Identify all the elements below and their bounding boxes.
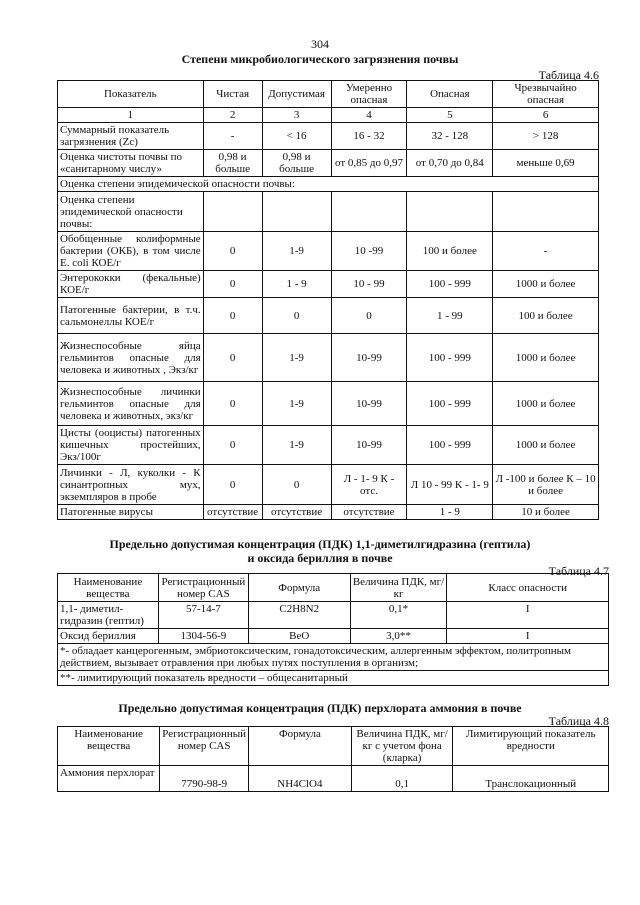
table-row — [58, 298, 599, 334]
section-label: Оценка степени эпидемической опасности почвы: — [58, 177, 599, 192]
table-4-7 — [57, 573, 609, 686]
table-cell: 16 - 32 — [331, 123, 407, 150]
page-number: 304 — [311, 37, 329, 51]
table-cell — [407, 192, 493, 232]
table-4-6 — [57, 80, 599, 520]
row-label: Жизнеспособные личинки гельминтов опасные для человека и животных, экз/кг — [58, 382, 204, 426]
table-4-8-number: Таблица 4.8 — [548, 714, 609, 728]
table-cell: 57-14-7 — [158, 602, 248, 629]
table-cell: 0,1 — [351, 766, 453, 792]
table-cell: 1000 и более — [493, 271, 599, 298]
table-row — [58, 766, 609, 792]
header-cell: Допустимая — [262, 81, 331, 108]
table-4-7-title-line2: и оксида бериллия в почве — [247, 551, 393, 565]
header-cell: Формула — [248, 574, 350, 602]
table-cell: 0,98 и больше — [262, 150, 331, 177]
table-cell: 1304-56-9 — [158, 629, 248, 644]
table-cell: 7790-98-9 — [160, 766, 249, 792]
table-cell: 10 -99 — [331, 232, 407, 271]
table-cell: 0 — [203, 426, 262, 465]
row-label: Патогенные вирусы — [58, 505, 204, 520]
table-header-row — [58, 81, 599, 108]
table-cell: Л 10 - 99 К - 1- 9 — [407, 465, 493, 505]
table-cell: 0 — [203, 271, 262, 298]
header-cell: Формула — [249, 727, 352, 766]
table-row — [58, 629, 609, 644]
header-cell: Наименование вещества — [58, 727, 160, 766]
table-cell: 1-9 — [262, 382, 331, 426]
table-row — [58, 426, 599, 465]
header-cell: Величина ПДК, мг/кг — [350, 574, 447, 602]
row-label: Оценка степени эпидемической опасности почвы: — [58, 192, 204, 232]
table-4-8-title: Предельно допустимая концентрация (ПДК) перхлората аммония в почве — [118, 701, 522, 715]
table-cell: 0 — [203, 298, 262, 334]
table-row — [58, 150, 599, 177]
table-row — [58, 232, 599, 271]
header-cell: Чрезвычайно опасная — [493, 81, 599, 108]
table-cell: от 0,70 до 0,84 — [407, 150, 493, 177]
row-label: Суммарный показатель загрязнения (Zc) — [58, 123, 204, 150]
table-cell: 0 — [203, 232, 262, 271]
table-header-row — [58, 727, 609, 766]
table-cell: 100 - 999 — [407, 271, 493, 298]
table-cell: от 0,85 до 0,97 — [331, 150, 407, 177]
table-cell: 0 — [203, 334, 262, 382]
row-label: Аммония перхлорат — [58, 766, 160, 792]
header-cell: Регистрационный номер CAS — [158, 574, 248, 602]
header-cell: Класс опасности — [447, 574, 609, 602]
table-cell: отсутствие — [203, 505, 262, 520]
column-number: 6 — [493, 108, 599, 123]
table-cell: Транслокационный — [453, 766, 609, 792]
row-label: Цисты (ооцисты) патогенных кишечных простейших, Экз/100г — [58, 426, 204, 465]
table-cell: 100 и более — [407, 232, 493, 271]
table-header-row — [58, 574, 609, 602]
section-row — [58, 177, 599, 192]
table-cell: I — [447, 629, 609, 644]
row-label: Оценка чистоты почвы по «санитарному числу» — [58, 150, 204, 177]
table-cell — [493, 192, 599, 232]
table-row — [58, 602, 609, 629]
row-label: Оксид бериллия — [58, 629, 159, 644]
table-row — [58, 123, 599, 150]
header-cell: Чистая — [203, 81, 262, 108]
table-cell: 10 - 99 — [331, 271, 407, 298]
table-cell: 100 - 999 — [407, 382, 493, 426]
table-row — [58, 382, 599, 426]
table-row — [58, 192, 599, 232]
header-cell: Умеренно опасная — [331, 81, 407, 108]
table-row — [58, 271, 599, 298]
row-label: Обобщенные колиформные бактерии (ОКБ), в том числе E. coli КОЕ/г — [58, 232, 204, 271]
header-cell: Величина ПДК, мг/кг с учетом фона (кларка) — [351, 727, 453, 766]
table-cell: 100 и более — [493, 298, 599, 334]
table-cell: - — [493, 232, 599, 271]
row-label: Личинки - Л, куколки - К синантропных мух, экземпляров в пробе — [58, 465, 204, 505]
table-4-7-title-line1: Предельно допустимая концентрация (ПДК) 1,1-диметилгидразина (гептила) — [109, 537, 531, 551]
table-cell: 0 — [203, 465, 262, 505]
table-cell: 3,0** — [350, 629, 447, 644]
table-cell: 0 — [262, 465, 331, 505]
table-cell: 1-9 — [262, 334, 331, 382]
column-number: 4 — [331, 108, 407, 123]
table-cell: 10-99 — [331, 382, 407, 426]
table-4-6-title: Степени микробиологического загрязнения почвы — [181, 52, 459, 66]
table-cell: 1 - 99 — [407, 298, 493, 334]
table-cell: 1 - 9 — [407, 505, 493, 520]
table-cell: 32 - 128 — [407, 123, 493, 150]
column-number: 2 — [203, 108, 262, 123]
header-cell: Лимитирующий показатель вредности — [453, 727, 609, 766]
table-cell: 0 — [331, 298, 407, 334]
table-cell: 10 и более — [493, 505, 599, 520]
table-cell: - — [203, 123, 262, 150]
table-row — [58, 334, 599, 382]
footnote-row — [58, 644, 609, 671]
column-number: 5 — [407, 108, 493, 123]
table-cell: 1-9 — [262, 426, 331, 465]
table-cell: 100 - 999 — [407, 334, 493, 382]
table-cell: NH4ClO4 — [249, 766, 352, 792]
table-cell: Л - 1- 9 К - отс. — [331, 465, 407, 505]
table-cell: меньше 0,69 — [493, 150, 599, 177]
table-4-7-number: Таблица 4.7 — [548, 564, 609, 578]
table-cell — [203, 192, 262, 232]
header-cell: Наименование вещества — [58, 574, 159, 602]
table-cell — [262, 192, 331, 232]
table-cell: BeO — [248, 629, 350, 644]
footnote-1: *- обладает канцерогенным, эмбриотоксическим, гонадотоксическим, аллергенным эффектом, политропным действием, вызывает отравления при любых путях поступления в организм; — [58, 644, 609, 671]
column-number-row — [58, 108, 599, 123]
table-cell: 100 - 999 — [407, 426, 493, 465]
table-cell: отсутствие — [262, 505, 331, 520]
table-cell: 0 — [203, 382, 262, 426]
footnote-2: **- лимитирующий показатель вредности – общесанитарный — [58, 671, 609, 686]
table-cell: 10-99 — [331, 334, 407, 382]
row-label: Жизнеспособные яйца гельминтов опасные для человека и животных , Экз/кг — [58, 334, 204, 382]
column-number: 3 — [262, 108, 331, 123]
table-4-6-number: Таблица 4.6 — [538, 68, 599, 82]
table-cell: 1000 и более — [493, 334, 599, 382]
table-cell — [331, 192, 407, 232]
table-row — [58, 465, 599, 505]
table-cell: > 128 — [493, 123, 599, 150]
header-cell: Регистрационный номер CAS — [160, 727, 249, 766]
table-4-8 — [57, 726, 609, 792]
footnote-row — [58, 671, 609, 686]
table-cell: C2H8N2 — [248, 602, 350, 629]
table-cell: < 16 — [262, 123, 331, 150]
table-cell: 0,98 и больше — [203, 150, 262, 177]
table-cell: Л -100 и более К – 10 и более — [493, 465, 599, 505]
table-cell: I — [447, 602, 609, 629]
table-cell: 0 — [262, 298, 331, 334]
header-cell: Показатель — [58, 81, 204, 108]
header-cell: Опасная — [407, 81, 493, 108]
row-label: Патогенные бактерии, в т.ч. сальмонеллы КОЕ/г — [58, 298, 204, 334]
table-cell: 0,1* — [350, 602, 447, 629]
table-cell: 10-99 — [331, 426, 407, 465]
table-row — [58, 505, 599, 520]
column-number: 1 — [58, 108, 204, 123]
table-cell: 1 - 9 — [262, 271, 331, 298]
table-cell: 1-9 — [262, 232, 331, 271]
table-cell: отсутствие — [331, 505, 407, 520]
row-label: Энтерококки (фекальные) КОЕ/г — [58, 271, 204, 298]
table-cell: 1000 и более — [493, 426, 599, 465]
row-label: 1,1- диметил-гидразин (гептил) — [58, 602, 159, 629]
table-cell: 1000 и более — [493, 382, 599, 426]
